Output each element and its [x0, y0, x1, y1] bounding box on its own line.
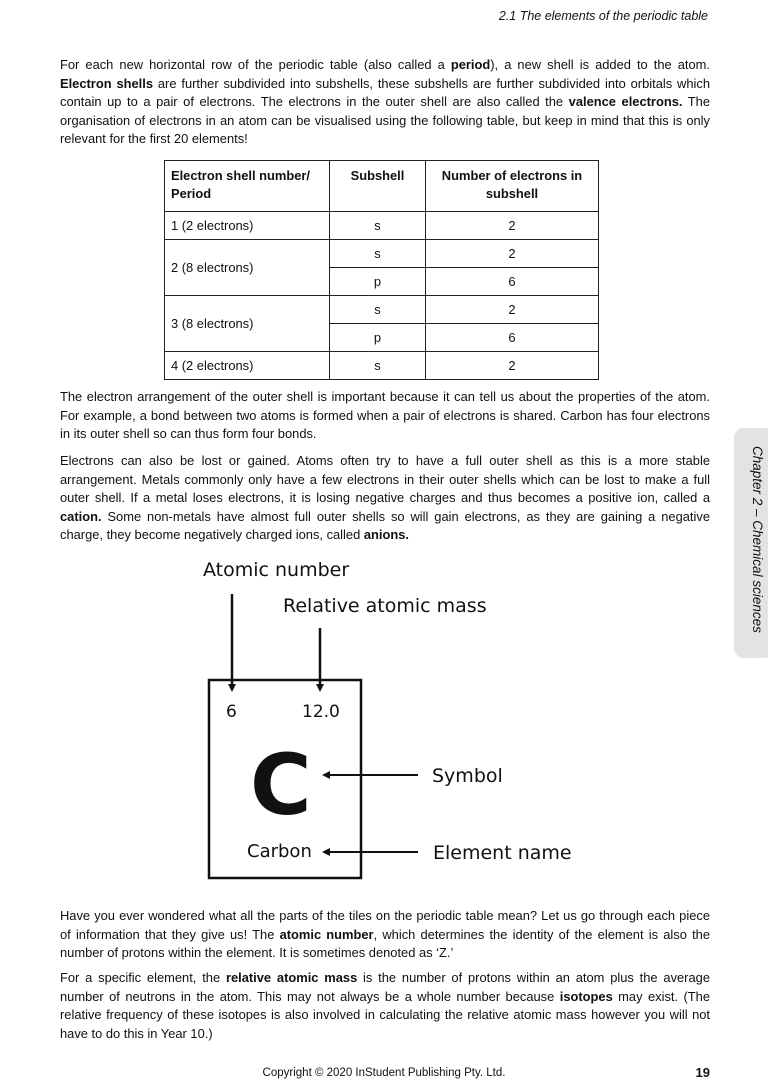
bold-term: atomic number	[279, 926, 374, 942]
header-shell: Electron shell number/ Period	[165, 161, 330, 212]
running-header: 2.1 The elements of the periodic table	[498, 9, 708, 23]
bold-term: cation.	[60, 508, 102, 524]
bold-term: isotopes	[559, 988, 613, 1004]
bold-term: anions.	[363, 527, 409, 543]
element-name-label: Element name	[433, 842, 572, 864]
header-electrons: Number of electrons in subshell	[426, 161, 599, 212]
bold-term: period	[450, 57, 491, 72]
paragraph-relative-mass	[60, 969, 710, 1043]
tile-relative-mass: 12.0	[302, 702, 340, 722]
text-run: ), a new shell is added to the atom.	[490, 57, 711, 72]
electrons-cell: 2	[426, 212, 599, 240]
text-run: , which determines the identity of the element is also the number of protons within the element. It is sometimes denoted as ‘Z.’	[60, 926, 710, 961]
text-run: For each new horizontal row of the periodic table (also called a	[60, 57, 451, 72]
header-subshell: Subshell	[330, 161, 426, 212]
text-run: Some non-metals have almost full outer shells so will gain electrons, as they are gaining a negative charge, they become negatively charged ions, called	[60, 508, 710, 543]
relative-mass-label: Relative atomic mass	[283, 595, 487, 617]
page-number: 19	[695, 1065, 710, 1080]
electrons-cell: 6	[426, 324, 599, 352]
bold-term: Electron shells	[60, 75, 153, 91]
electrons-cell: 2	[426, 240, 599, 268]
bold-term: relative atomic mass	[225, 970, 358, 985]
subshell-cell: p	[330, 268, 426, 296]
text-run: are further subdivided into subshells, these subshells are further subdivided into orbitals which contain up to a pair of electrons. The electrons in the outer shell are also called the	[60, 75, 711, 110]
text-run: The organisation of electrons in an atom can be visualised using the following table, but keep in mind that this is only relevant for the first 20 elements!	[60, 94, 711, 147]
subshell-cell: s	[330, 212, 426, 240]
tile-symbol: C	[250, 736, 312, 834]
subshell-cell: s	[330, 352, 426, 380]
atomic-number-label: Atomic number	[203, 559, 350, 581]
shell-cell: 1 (2 electrons)	[165, 212, 330, 240]
symbol-label: Symbol	[432, 765, 503, 787]
shell-cell: 3 (8 electrons)	[165, 296, 330, 352]
paragraph-atomic-number	[60, 907, 710, 963]
electrons-cell: 6	[426, 268, 599, 296]
tile-element-name: Carbon	[247, 841, 312, 862]
text-run: Have you ever wondered what all the parts of the tiles on the periodic table mean? Let us go through each piece of information that they give us! The	[60, 908, 710, 942]
electrons-cell: 2	[426, 352, 599, 380]
electrons-cell: 2	[426, 296, 599, 324]
text-run: For a specific element, the	[60, 970, 226, 985]
shell-cell: 2 (8 electrons)	[165, 240, 330, 296]
text-run: is the number of protons within an atom plus the average number of neutrons in the atom. This may not always be a whole number because	[60, 970, 710, 1004]
tile-atomic-number: 6	[226, 702, 237, 722]
text-run: may exist. (The relative frequency of these isotopes is also involved in calculating the relative atomic mass however you will not have to do this in Year 10.)	[60, 988, 710, 1041]
subshell-cell: s	[330, 296, 426, 324]
bold-term: valence electrons.	[568, 94, 683, 110]
subshell-cell: p	[330, 324, 426, 352]
subshell-cell: s	[330, 240, 426, 268]
shell-cell: 4 (2 electrons)	[165, 352, 330, 380]
text-run: Electrons can also be lost or gained. Atoms often try to have a full outer shell as this is a more stable arrangement. Metals commonly only have a few electrons in their outer shells which can be lost to make a full outer shell. If a metal loses electrons, it is losing negative charges and thus becomes a positive ion, called a	[60, 453, 710, 506]
footer-copyright: Copyright © 2020 InStudent Publishing Pty. Ltd.	[262, 1067, 506, 1079]
chapter-side-tab-label: Chapter 2 – Chemical sciences	[750, 446, 765, 633]
text-run: The electron arrangement of the outer shell is important because it can tell us about the properties of the atom. For example, a bond between two atoms is formed when a pair of electrons is shared. Carbon has four electrons in its outer shell so can thus form four bonds.	[60, 389, 710, 442]
